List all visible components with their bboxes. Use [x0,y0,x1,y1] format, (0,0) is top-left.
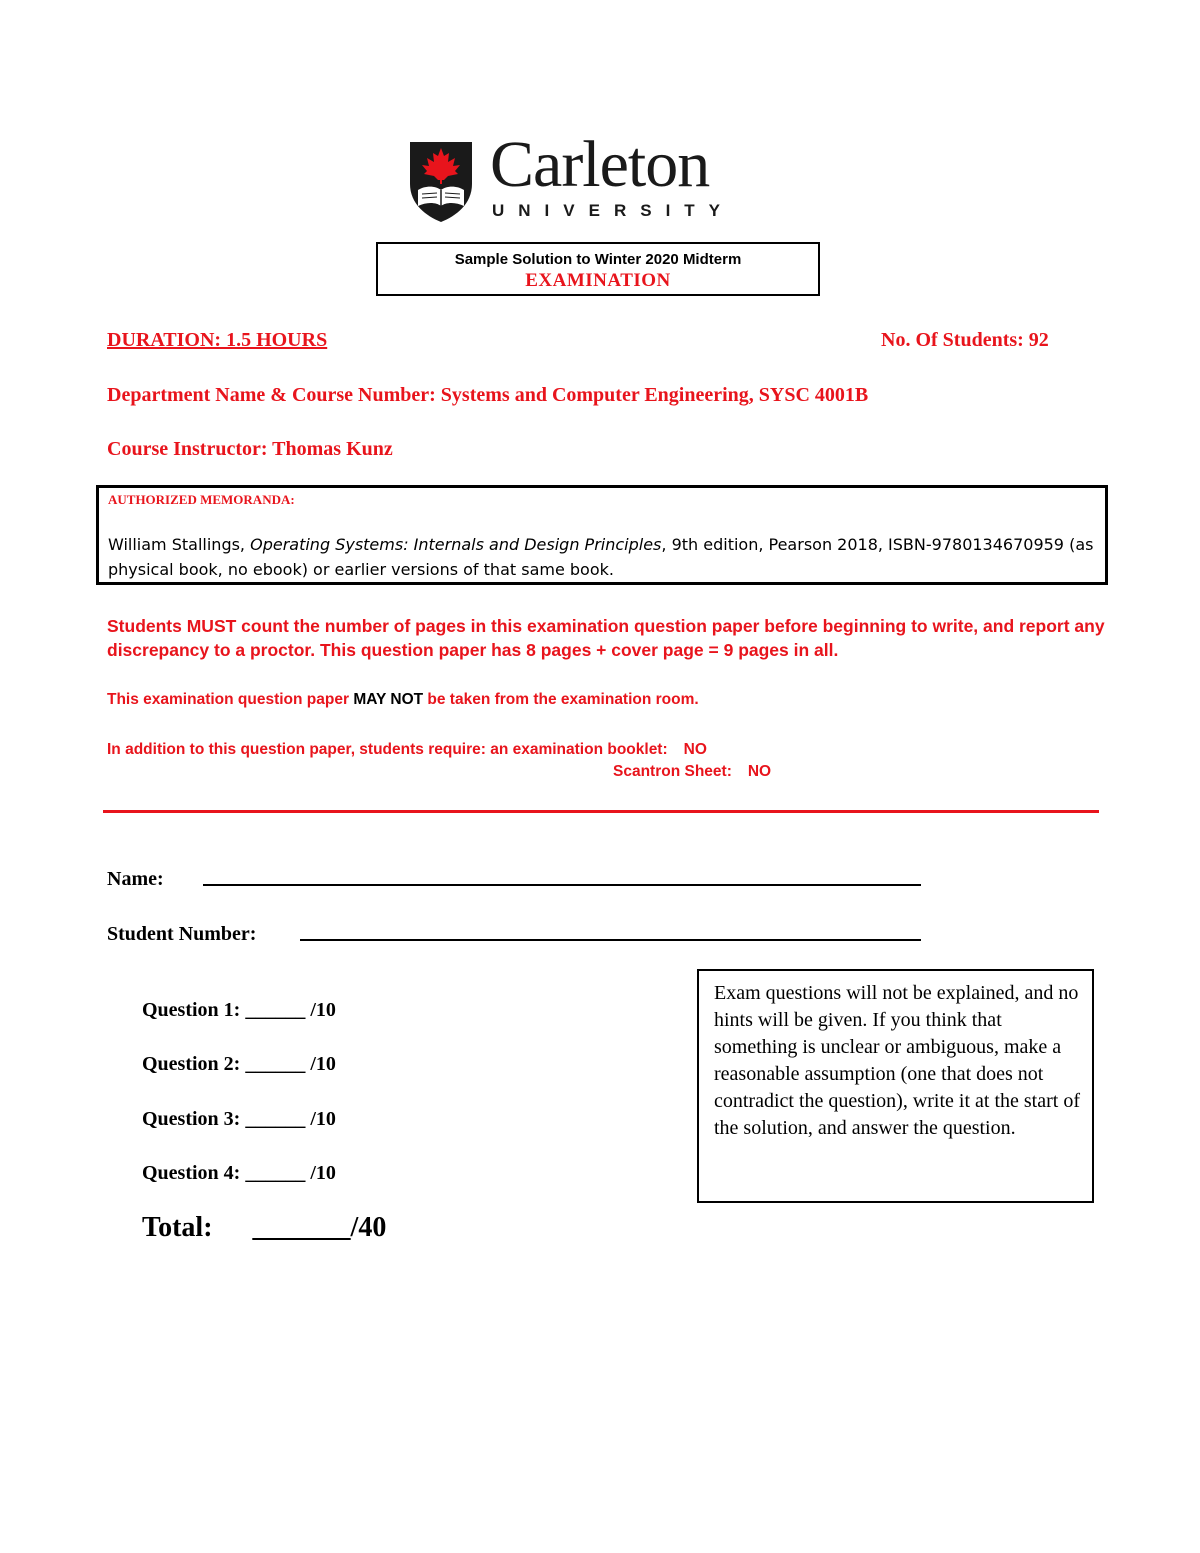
student-number-label: Student Number: [107,923,257,945]
department-course: Department Name & Course Number: Systems and Computer Engineering, SYSC 4001B [107,384,869,406]
title-sample-solution: Sample Solution to Winter 2020 Midterm [454,251,742,268]
may-not-remove-instruction [107,689,699,711]
course-instructor: Course Instructor: Thomas Kunz [107,438,393,460]
memoranda-details: , 9th edition, Pearson 2018, ISBN-9780134670959 (as physical book, no ebook) or earlier versions of that same book. [108,535,1094,579]
booklet-value: NO [683,741,707,758]
student-count: No. Of Students: 92 [881,329,1049,351]
scantron-value: NO [747,763,772,780]
exam-note-box [697,969,1094,1203]
additional-materials-line [107,739,707,761]
red-divider [103,810,1099,813]
shield-icon [408,140,474,224]
name-field-line[interactable] [203,884,921,886]
question-2-score: Question 2: ______ /10 [142,1053,336,1075]
authorized-memoranda-box [96,485,1108,585]
total-score [142,1214,386,1242]
name-label: Name: [107,868,164,890]
title-box [376,242,820,296]
total-value: _______/40 [252,1212,387,1243]
scantron-line [613,761,771,783]
question-1-score: Question 1: ______ /10 [142,999,336,1021]
question-4-score: Question 4: ______ /10 [142,1162,336,1184]
maynot-prefix: This examination question paper [107,691,354,708]
title-examination: EXAMINATION [525,270,671,291]
memoranda-author: William Stallings, [108,535,251,554]
total-label: Total: [142,1212,213,1243]
exam-note-text: Exam questions will not be explained, and no hints will be given. If you think that something is unclear or ambiguous, make a reasonable assumption (one that does not contradict the question), write it at the start of the solution, and answer the question. [714,982,1080,1139]
logo-wordmark: Carleton [490,128,710,201]
booklet-label: In addition to this question paper, students require: an examination booklet: [107,741,668,758]
question-3-score: Question 3: ______ /10 [142,1108,336,1130]
duration-label: DURATION: 1.5 HOURS [107,329,328,351]
maynot-suffix: be taken from the examination room. [423,691,699,708]
student-number-field-line[interactable] [300,939,921,941]
memoranda-book-title: Operating Systems: Internals and Design Principles [250,535,662,554]
page-count-instruction: Students MUST count the number of pages in this examination question paper before beginning to write, and report any discrepancy to a proctor. This question paper has 8 pages + cover page = 9 pages in all. [107,616,1105,660]
maynot-emphasis: MAY NOT [353,691,424,708]
carleton-shield-logo [408,140,474,224]
memoranda-label: AUTHORIZED MEMORANDA: [108,492,295,507]
scantron-label: Scantron Sheet: [613,763,732,780]
memoranda-text [108,532,1098,582]
logo-subtitle: UNIVERSITY [492,201,735,220]
